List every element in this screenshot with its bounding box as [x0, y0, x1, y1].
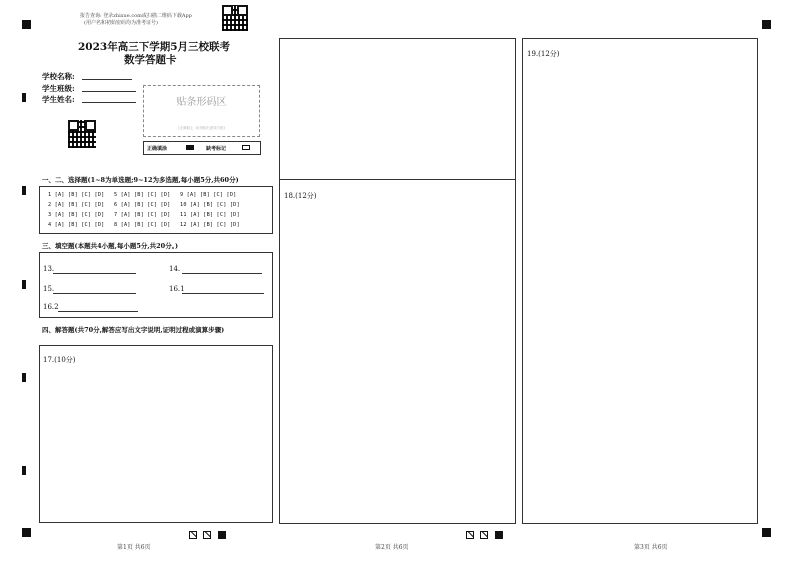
q16-continued-area[interactable] [279, 38, 516, 180]
class-label: 学生班级: [42, 84, 75, 93]
fill-legend [143, 141, 261, 155]
page-marker-fill [218, 531, 226, 539]
page-marker-slash [203, 531, 211, 539]
correct-fill-sample [186, 145, 194, 150]
registration-mark [22, 20, 31, 29]
page-marker-slash [466, 531, 474, 539]
choice-row[interactable]: 4 [A] [B] [C] [D] 8 [A] [B] [C] [D] 12 [A] [B] [C] [D] [48, 222, 240, 228]
q16-1-label: 16.1 [169, 285, 185, 293]
choice-row[interactable]: 3 [A] [B] [C] [D] 7 [A] [B] [C] [D] 11 [A] [B] [C] [D] [48, 212, 240, 218]
timing-mark [22, 186, 26, 195]
timing-mark [22, 466, 26, 475]
student-qr-code [68, 120, 96, 148]
q16-2-label: 16.2 [43, 303, 59, 311]
class-field[interactable] [82, 83, 136, 92]
choice-row[interactable]: 1 [A] [B] [C] [D] 5 [A] [B] [C] [D] 9 [A] [B] [C] [D] [48, 192, 237, 198]
q14-answer-line[interactable] [182, 265, 262, 274]
exam-title: 2023年高三下学期5月三校联考 [78, 41, 231, 53]
page-marker-slash [480, 531, 488, 539]
section1-title: 一、二、选择题(1~8为单选题;9~12为多选题,每小题5分,共60分) [42, 176, 239, 184]
registration-mark [22, 528, 31, 537]
q17-label: 17.(10分) [43, 356, 76, 364]
correct-fill-label: 正确填涂 [147, 146, 168, 152]
q15-label: 15. [43, 285, 55, 293]
barcode-label: 贴条形码区 [176, 97, 227, 108]
school-field[interactable] [82, 71, 132, 80]
q17-answer-area[interactable] [39, 345, 273, 523]
q13-label: 13. [43, 265, 55, 273]
q19-label: 19.(12分) [527, 50, 560, 58]
section2-title: 三、填空题(本题共4小题,每小题5分,共20分。) [42, 242, 179, 250]
choice-row[interactable]: 2 [A] [B] [C] [D] 6 [A] [B] [C] [D] 10 [A] [B] [C] [D] [48, 202, 240, 208]
card-title: 数学答题卡 [124, 54, 177, 66]
timing-mark [22, 93, 26, 102]
timing-mark [22, 373, 26, 382]
q15-answer-line[interactable] [53, 285, 136, 294]
q19-answer-area[interactable] [522, 38, 758, 524]
page-footer-3: 第3页 共6页 [634, 544, 668, 551]
q18-answer-area[interactable] [279, 179, 516, 524]
q13-answer-line[interactable] [53, 265, 136, 274]
absent-checkbox[interactable] [242, 145, 250, 150]
barcode-hint: (正面朝上, 切勿贴出虚线方框) [178, 126, 225, 130]
fill-blank-box [39, 252, 273, 318]
page-marker-slash [189, 531, 197, 539]
school-label: 学校名称: [42, 72, 75, 81]
name-label: 学生姓名: [42, 95, 75, 104]
login-notice: (用户名和初始密码均为准考证号) [84, 20, 158, 26]
report-notice: 报告查询: 登录zhixue.com或扫描二维码下载App [80, 13, 192, 19]
section3-title: 四、解答题(共70分,解答应写出文字说明,证明过程或演算步骤) [42, 326, 225, 334]
page-marker-fill [495, 531, 503, 539]
app-qr-code [222, 5, 248, 31]
name-field[interactable] [82, 94, 136, 103]
page-footer-1: 第1页 共6页 [117, 544, 151, 551]
q16-1-answer-line[interactable] [182, 285, 264, 294]
timing-mark [22, 280, 26, 289]
q16-2-answer-line[interactable] [58, 303, 138, 312]
barcode-area[interactable] [143, 85, 260, 137]
q18-label: 18.(12分) [284, 192, 317, 200]
page-footer-2: 第2页 共6页 [375, 544, 409, 551]
registration-mark [762, 528, 771, 537]
choice-answer-box [39, 186, 273, 234]
absent-label: 缺考标记 [206, 146, 227, 152]
q14-label: 14. [169, 265, 181, 273]
registration-mark [762, 20, 771, 29]
